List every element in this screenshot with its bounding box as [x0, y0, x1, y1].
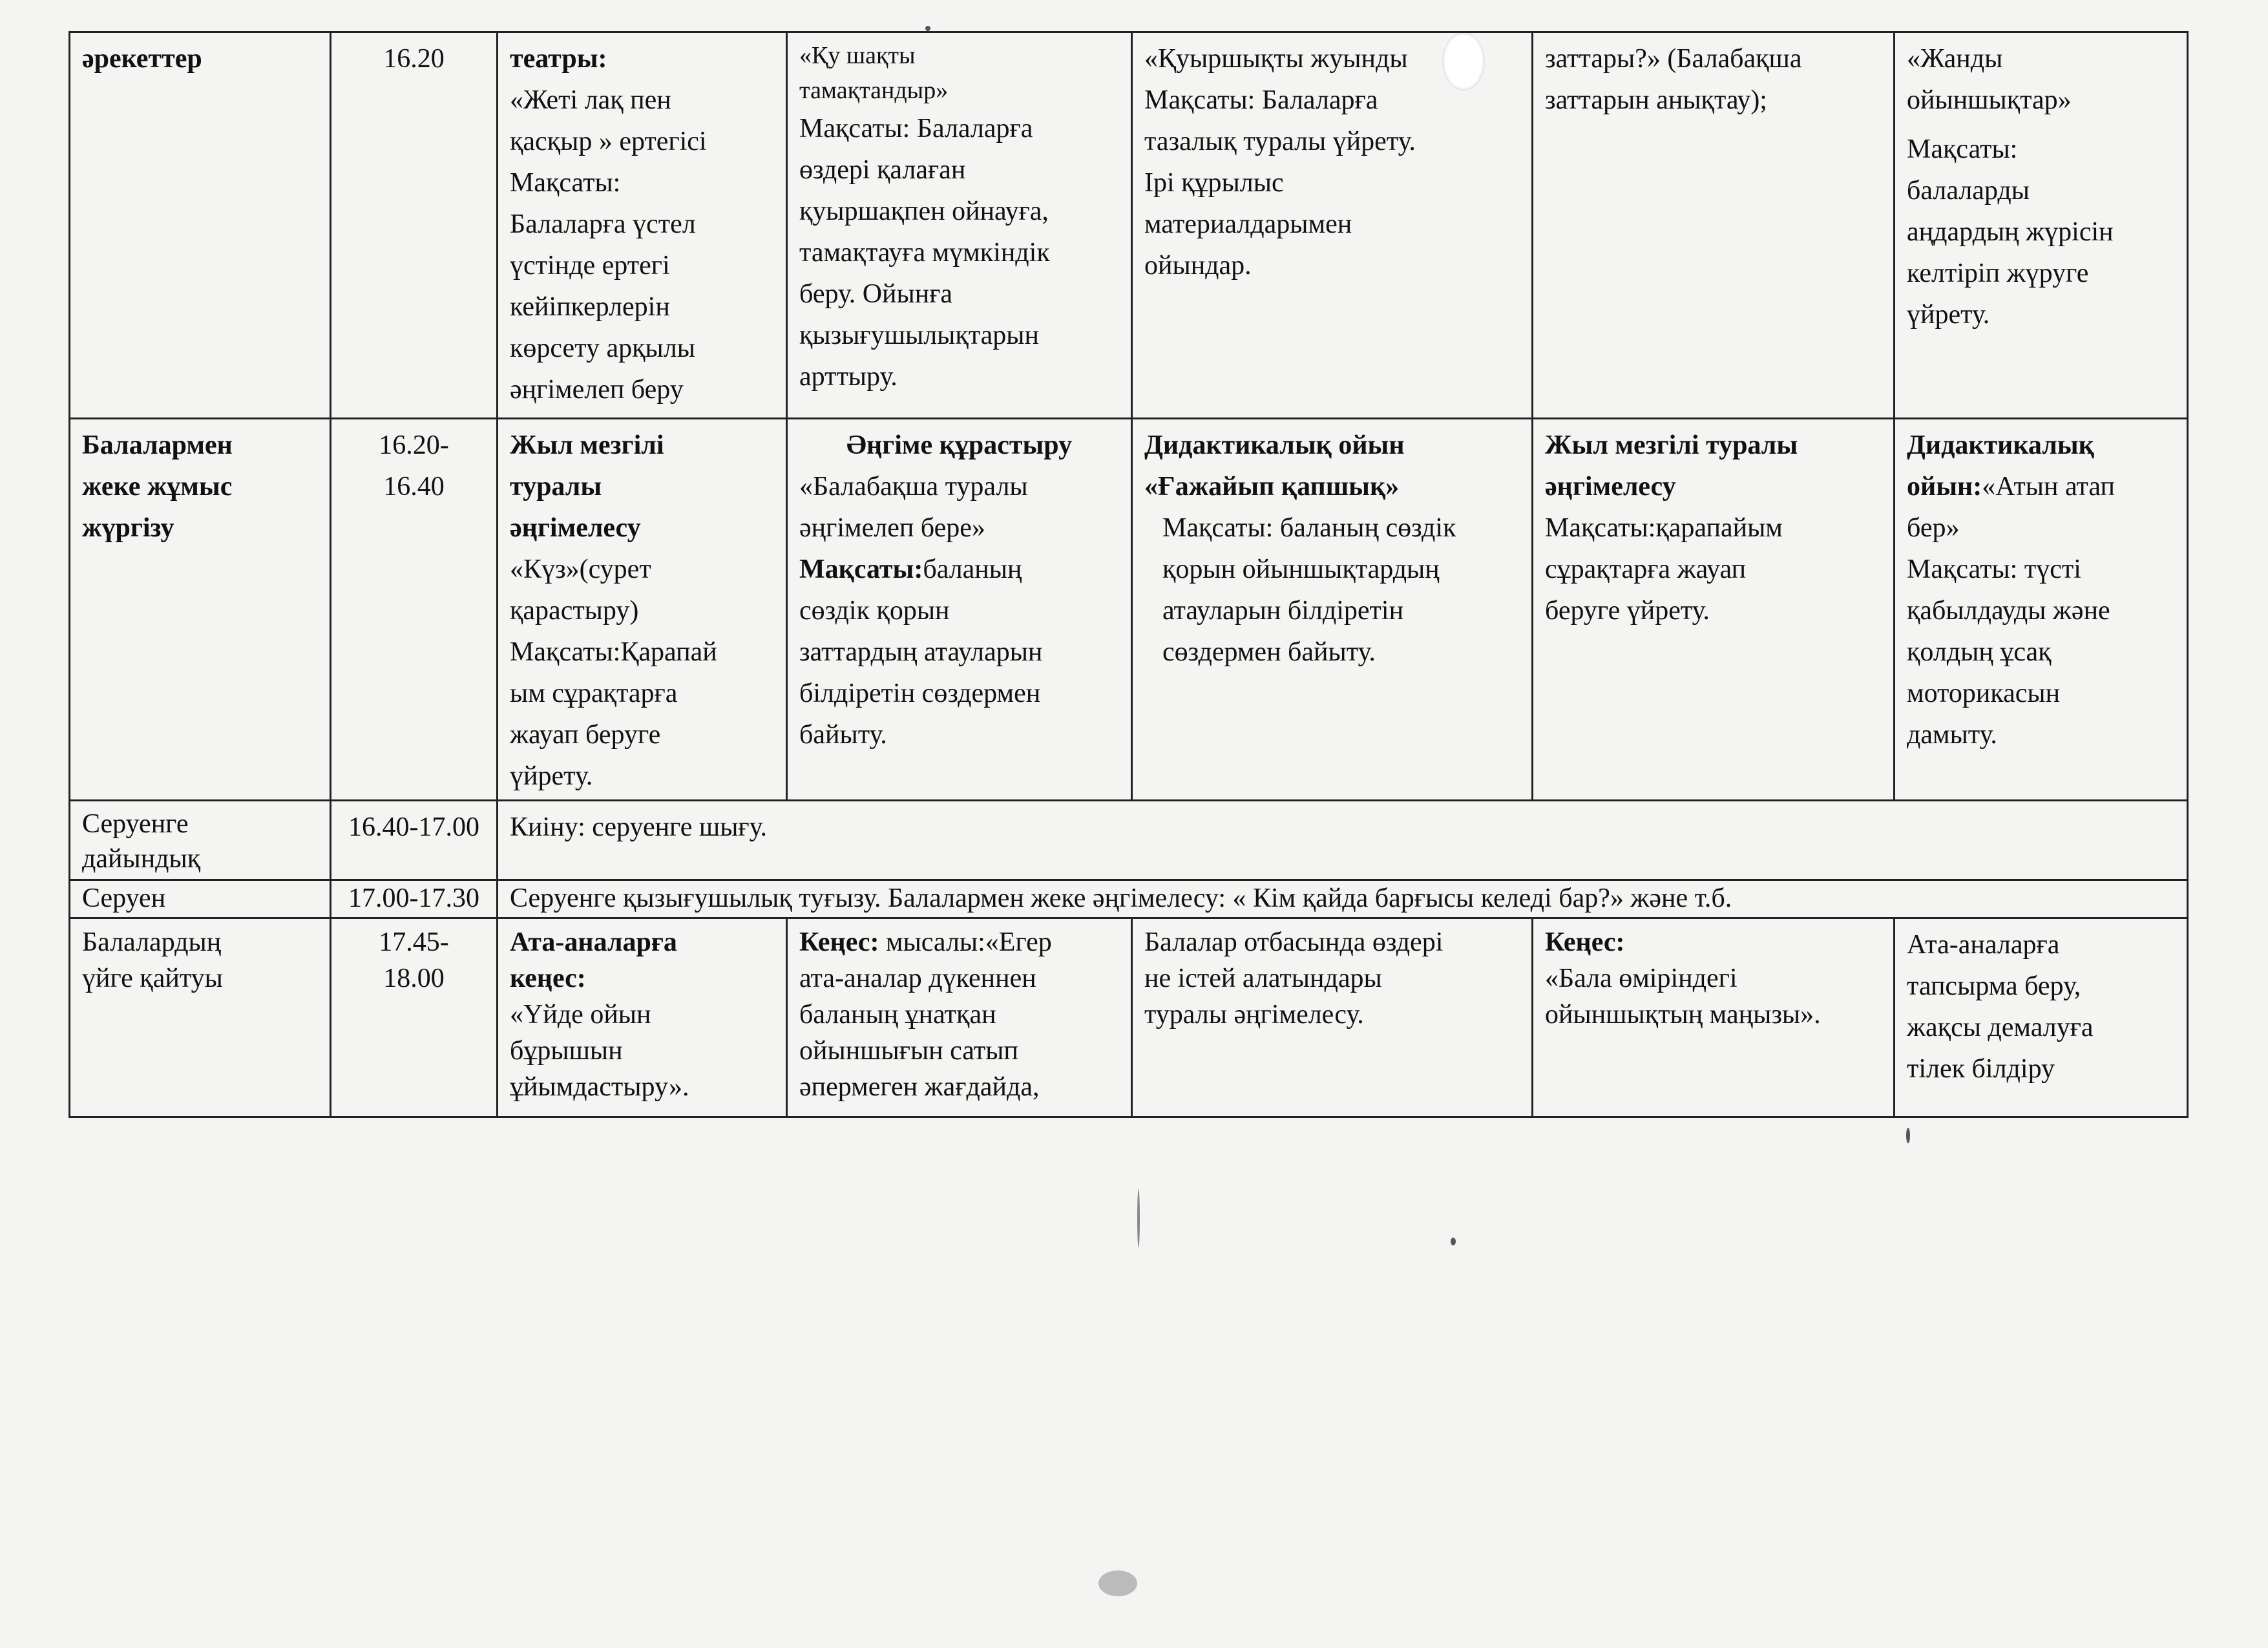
scan-speck — [1451, 1238, 1456, 1245]
row-time: 17.00-17.30 — [331, 880, 498, 918]
row-name: Балалармен жеке жұмыс жүргізу — [70, 419, 331, 801]
row-name: Серуенге дайындық — [70, 801, 331, 880]
table-row — [70, 419, 2188, 801]
activity-cell: театры: «Жеті лақ пен қасқыр » ертегісі Мақсаты: Балаларға үстел үстінде ертегі кейіпкерлерін көрсету арқылы әңгімелеп беру — [498, 32, 787, 419]
row-time: 16.20 — [331, 32, 498, 419]
table-row — [70, 880, 2188, 918]
activity-cell: Әңгіме құрастыру «Балабақша туралы әңгімелеп бере» Мақсаты:баланың сөздік қорын заттардың атауларын білдіретін сөздермен байыту. — [787, 419, 1132, 801]
row-name: Серуен — [70, 880, 331, 918]
scan-speck — [925, 26, 930, 31]
row-name: Балалардың үйге қайтуы — [70, 918, 331, 1117]
activity-span-cell: Киіну: серуенге шығу. — [498, 801, 2188, 880]
activity-cell: «Қу шақты тамақтандыр» Мақсаты: Балаларға өздері қалаған қуыршақпен ойнауға, тамақтауға мүмкіндік беру. Ойынға қызығушылықтарын арттыру. — [787, 32, 1132, 419]
scan-smudge — [1098, 1570, 1137, 1596]
activity-cell: Дидактикалық ойын «Ғажайып қапшық» Мақсаты: баланың сөздік қорын ойыншықтардың атауларын білдіретін сөздермен байыту. — [1132, 419, 1533, 801]
activity-cell: заттары?» (Балабақша заттарын анықтау); — [1533, 32, 1895, 419]
row-time: 16.20- 16.40 — [331, 419, 498, 801]
activity-cell: Балалар отбасында өздері не істей алатындары туралы әңгімелесу. — [1132, 918, 1533, 1117]
activity-cell: Ата-аналарға кеңес: «Үйде ойын бұрышын ұйымдастыру». — [498, 918, 787, 1117]
activity-cell: Жыл мезгілі туралы әңгімелесу «Күз»(сурет қарастыру) Мақсаты:Қарапай ым сұрақтарға жауап беруге үйрету. — [498, 419, 787, 801]
scan-speck — [1906, 1128, 1910, 1143]
activity-cell: Дидактикалық ойын:«Атын атап бер» Мақсаты: түсті қабылдауды және қолдың ұсақ моторикасын дамыту. — [1895, 419, 2188, 801]
activity-cell: Ата-аналарға тапсырма беру, жақсы демалуға тілек білдіру — [1895, 918, 2188, 1117]
row-time: 16.40-17.00 — [331, 801, 498, 880]
activity-cell: «Жанды ойыншықтар» Мақсаты: балаларды аңдардың жүрісін келтіріп жүруге үйрету. — [1895, 32, 2188, 419]
scan-speck — [1137, 1189, 1140, 1247]
activity-cell: «Қуыршықты жуынды Мақсаты: Балаларға тазалық туралы үйрету. Ірі құрылыс материалдарымен ойындар. — [1132, 32, 1533, 419]
activity-cell: Кеңес: «Бала өміріндегі ойыншықтың маңызы». — [1533, 918, 1895, 1117]
activity-cell: Жыл мезгілі туралы әңгімелесу Мақсаты:қарапайым сұрақтарға жауап беруге үйрету. — [1533, 419, 1895, 801]
daily-plan-table — [68, 31, 2189, 1118]
table-row — [70, 32, 2188, 419]
activity-cell: Кеңес: мысалы:«Егер ата-аналар дүкеннен баланың ұнатқан ойыншығын сатып әпермеген жағдайда, — [787, 918, 1132, 1117]
table-row — [70, 918, 2188, 1117]
row-time: 17.45- 18.00 — [331, 918, 498, 1117]
activity-span-cell: Серуенге қызығушылық туғызу. Балалармен жеке әңгімелесу: « Кім қайда барғысы келеді бар?» және т.б. — [498, 880, 2188, 918]
row-name: әрекеттер — [70, 32, 331, 419]
table-row — [70, 801, 2188, 880]
